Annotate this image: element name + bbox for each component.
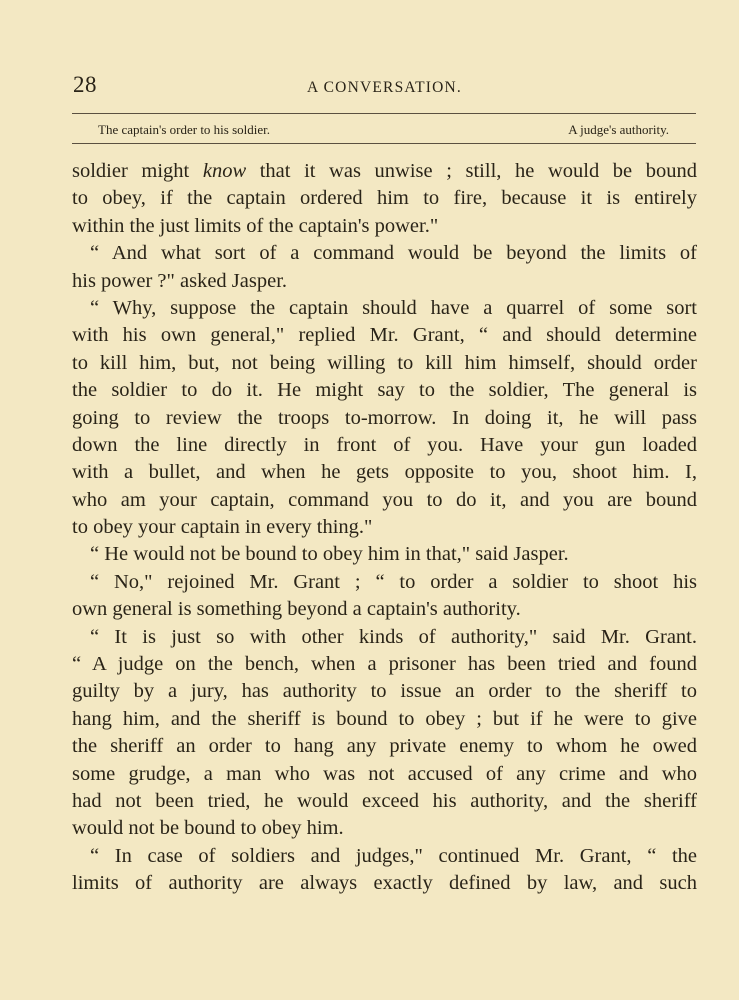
text-line: “ A judge on the bench, when a prisoner has been tried and found [72,653,697,676]
text-line: the soldier to do it. He might say to the soldier, The general is [72,379,697,402]
text-segment: soldier might [72,160,203,182]
text-line: down the line directly in front of you. Have your gun loaded [72,433,697,456]
text-line: “ And what sort of a command would be beyond the limits of [90,242,697,265]
text-line: own general is something beyond a captain's authority. [72,598,521,621]
text-line [72,158,697,185]
text-segment: that it was unwise ; still, he would be bound [246,160,697,182]
page-number: 28 [73,72,97,97]
emphasis-word: know [202,160,247,182]
header-rule-top [72,113,696,114]
sidenote-right: A judge's authority. [568,122,669,137]
text-line: “ No," rejoined Mr. Grant ; “ to order a soldier to shoot his [90,570,697,593]
text-line: within the just limits of the captain's power." [72,214,439,237]
text-line: with his own general," replied Mr. Grant, “ and should determine [72,324,697,347]
text-line: who am your captain, command you to do it, and you are bound [72,488,697,511]
header-rule-bottom [72,143,696,144]
text-line: had not been tried, he would exceed his authority, and the sheriff [72,789,697,812]
text-line: “ In case of soldiers and judges," continued Mr. Grant, “ the [90,844,697,867]
text-line: guilty by a jury, has authority to issue an order to the sheriff to [72,680,697,703]
text-line: the sheriff an order to hang any private enemy to whom he owed [72,735,697,758]
text-line: some grudge, a man who was not accused of any crime and who [72,762,697,785]
text-line: to kill him, but, not being willing to kill him himself, should order [72,351,697,374]
text-line: limits of authority are always exactly defined by law, and such [72,872,697,895]
text-line: to obey, if the captain ordered him to fire, because it is entirely [72,187,697,210]
running-title: A CONVERSATION. [307,79,462,96]
text-line: “ He would not be bound to obey him in that," said Jasper. [90,543,569,566]
text-line: would not be bound to obey him. [72,817,344,840]
text-line: hang him, and the sheriff is bound to obey ; but if he were to give [72,707,697,730]
text-line: with a bullet, and when he gets opposite to you, shoot him. I, [72,461,697,484]
body-text [72,158,697,898]
text-line: “ It is just so with other kinds of authority," said Mr. Grant. [90,625,697,648]
text-line: to obey your captain in every thing." [72,516,373,539]
text-line: going to review the troops to-morrow. In doing it, he will pass [72,406,697,429]
sidenote-left: The captain's order to his soldier. [98,122,271,137]
text-line: “ Why, suppose the captain should have a quarrel of some sort [90,296,697,319]
text-line: his power ?" asked Jasper. [72,269,288,292]
